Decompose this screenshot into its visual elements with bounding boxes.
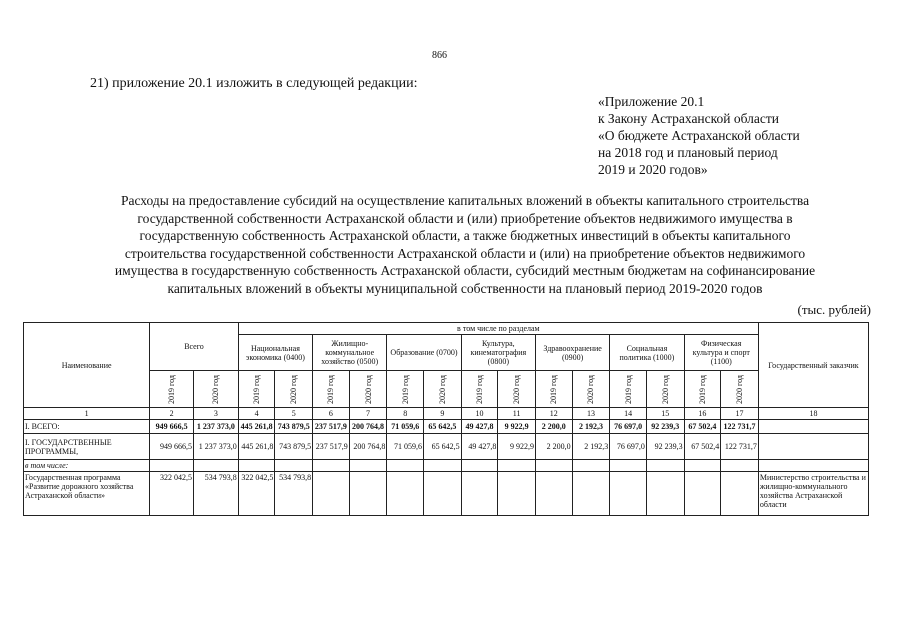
value-cell <box>238 460 275 472</box>
value-cell <box>572 472 610 516</box>
title-line: капитальных вложений в объекты муниципальной собственности на плановый период 2019-2020 годов <box>167 280 763 296</box>
value-cell: 534 793,8 <box>275 472 313 516</box>
customer-cell <box>758 420 868 434</box>
value-cell: 1 237 373,0 <box>194 420 239 434</box>
value-cell: 122 731,7 <box>721 420 759 434</box>
value-cell <box>424 460 462 472</box>
value-cell <box>349 472 387 516</box>
table-row <box>24 434 869 460</box>
column-number: 4 <box>238 408 275 420</box>
title-line: государственную собственность Астраханской области, а также бюджетных инвестиций в объекты капитального <box>139 228 791 244</box>
section-header: Жилищно-коммунальное хозяйство (0500) <box>313 335 387 371</box>
value-cell <box>461 460 498 472</box>
year-label: 2020 год <box>660 374 670 404</box>
column-number: 6 <box>313 408 350 420</box>
year-label: 2019 год <box>326 374 336 404</box>
column-number: 5 <box>275 408 313 420</box>
year-label: 2019 год <box>252 374 262 404</box>
appendix-line: «Приложение 20.1 <box>598 94 705 109</box>
value-cell <box>313 472 350 516</box>
section-header: Физическая культура и спорт (1100) <box>684 335 758 371</box>
year-header <box>610 371 647 408</box>
value-cell <box>684 460 721 472</box>
column-number: 1 <box>24 408 150 420</box>
column-number: 14 <box>610 408 647 420</box>
year-label: 2020 год <box>512 374 522 404</box>
value-cell: 2 200,0 <box>535 434 572 460</box>
year-label: 2019 год <box>400 374 410 404</box>
appendix-header <box>598 93 800 178</box>
name-header: Наименование <box>24 323 150 408</box>
units-label: (тыс. рублей) <box>797 302 871 317</box>
section-header: Национальная экономика (0400) <box>238 335 312 371</box>
value-cell <box>535 472 572 516</box>
section-header: Социальная политика (1000) <box>610 335 684 371</box>
document-title <box>60 192 870 298</box>
appendix-line: к Закону Астраханской области <box>598 111 780 126</box>
row-name: I. ГОСУДАРСТВЕННЫЕ ПРОГРАММЫ, <box>24 434 150 460</box>
section-header: Здравоохранение (0900) <box>535 335 609 371</box>
value-cell: 200 764,8 <box>349 420 387 434</box>
column-number: 10 <box>461 408 498 420</box>
value-cell <box>313 460 350 472</box>
value-cell: 49 427,8 <box>461 434 498 460</box>
column-number: 7 <box>349 408 387 420</box>
title-line: государственной собственности Астраханской области и (или) приобретение объектов недвижимого имущества в <box>137 210 793 226</box>
year-label: 2019 год <box>474 374 484 404</box>
year-label: 2020 год <box>586 374 596 404</box>
year-label: 2019 год <box>167 374 177 404</box>
column-number: 9 <box>424 408 462 420</box>
value-cell: 92 239,3 <box>646 420 684 434</box>
year-header <box>461 371 498 408</box>
column-number: 3 <box>194 408 239 420</box>
value-cell <box>349 460 387 472</box>
year-label: 2020 год <box>363 374 373 404</box>
table-row <box>24 460 869 472</box>
year-label: 2020 год <box>289 374 299 404</box>
year-header <box>684 371 721 408</box>
value-cell: 9 922,9 <box>498 434 536 460</box>
customer-cell: Министерство строительства и жилищно-коммунального хозяйства Астраханской области <box>758 472 868 516</box>
section-header: Культура, кинематография (0800) <box>461 335 535 371</box>
value-cell: 949 666,5 <box>150 434 194 460</box>
value-cell: 122 731,7 <box>721 434 759 460</box>
value-cell: 2 200,0 <box>535 420 572 434</box>
column-number: 15 <box>646 408 684 420</box>
column-number: 18 <box>758 408 868 420</box>
intro-line: 21) приложение 20.1 изложить в следующей редакции: <box>90 76 418 91</box>
value-cell: 67 502,4 <box>684 434 721 460</box>
value-cell <box>721 472 759 516</box>
value-cell: 322 042,5 <box>238 472 275 516</box>
row-name: Государственная программа «Развитие дорожного хозяйства Астраханской области» <box>24 472 150 516</box>
budget-table <box>23 322 869 516</box>
column-number: 11 <box>498 408 536 420</box>
year-header <box>313 371 350 408</box>
section-header: Образование (0700) <box>387 335 461 371</box>
year-header <box>535 371 572 408</box>
value-cell <box>194 460 239 472</box>
value-cell: 445 261,8 <box>238 420 275 434</box>
year-header <box>349 371 387 408</box>
year-header <box>721 371 759 408</box>
value-cell: 237 517,9 <box>313 434 350 460</box>
value-cell: 65 642,5 <box>424 434 462 460</box>
column-number: 2 <box>150 408 194 420</box>
year-header <box>194 371 239 408</box>
value-cell: 49 427,8 <box>461 420 498 434</box>
value-cell <box>535 460 572 472</box>
customer-header: Государственный заказчик <box>758 323 868 408</box>
value-cell <box>387 460 424 472</box>
value-cell: 200 764,8 <box>349 434 387 460</box>
year-header <box>646 371 684 408</box>
year-label: 2020 год <box>437 374 447 404</box>
total-header: Всего <box>150 323 239 371</box>
value-cell <box>461 472 498 516</box>
value-cell: 322 042,5 <box>150 472 194 516</box>
value-cell: 76 697,0 <box>610 420 647 434</box>
year-header <box>387 371 424 408</box>
value-cell <box>721 460 759 472</box>
year-header <box>238 371 275 408</box>
year-header <box>150 371 194 408</box>
value-cell <box>498 472 536 516</box>
page-number: 866 <box>432 50 447 61</box>
value-cell: 1 237 373,0 <box>194 434 239 460</box>
sections-header: в том числе по разделам <box>238 323 758 335</box>
value-cell <box>646 472 684 516</box>
value-cell <box>610 472 647 516</box>
value-cell: 534 793,8 <box>194 472 239 516</box>
appendix-line: на 2018 год и плановый период <box>598 145 778 160</box>
value-cell <box>424 472 462 516</box>
value-cell: 71 059,6 <box>387 420 424 434</box>
value-cell <box>572 460 610 472</box>
row-name: в том числе: <box>24 460 150 472</box>
year-label: 2020 год <box>211 374 221 404</box>
value-cell <box>150 460 194 472</box>
title-line: имущества в государственную собственность Астраханской области, субсидий местным бюджетам на софинансирование <box>114 263 816 279</box>
year-label: 2019 год <box>697 374 707 404</box>
title-line: Расходы на предоставление субсидий на осуществление капитальных вложений в объекты капитального строительства <box>120 193 810 208</box>
value-cell <box>610 460 647 472</box>
table-row <box>24 472 869 516</box>
value-cell: 2 192,3 <box>572 420 610 434</box>
column-number: 12 <box>535 408 572 420</box>
value-cell: 65 642,5 <box>424 420 462 434</box>
column-number: 13 <box>572 408 610 420</box>
value-cell <box>387 472 424 516</box>
value-cell: 92 239,3 <box>646 434 684 460</box>
title-line: строительства государственной собственности Астраханской области и (или) на приобретение объектов недвижимого <box>124 245 806 261</box>
value-cell <box>275 460 313 472</box>
year-header <box>275 371 313 408</box>
year-header <box>424 371 462 408</box>
value-cell: 2 192,3 <box>572 434 610 460</box>
value-cell: 743 879,5 <box>275 420 313 434</box>
year-header <box>498 371 536 408</box>
customer-cell <box>758 460 868 472</box>
value-cell: 237 517,9 <box>313 420 350 434</box>
row-name: I. ВСЕГО: <box>24 420 150 434</box>
value-cell: 949 666,5 <box>150 420 194 434</box>
year-label: 2020 год <box>735 374 745 404</box>
appendix-line: «О бюджете Астраханской области <box>598 128 800 143</box>
value-cell: 743 879,5 <box>275 434 313 460</box>
column-number: 8 <box>387 408 424 420</box>
value-cell: 76 697,0 <box>610 434 647 460</box>
value-cell: 71 059,6 <box>387 434 424 460</box>
value-cell: 9 922,9 <box>498 420 536 434</box>
value-cell: 67 502,4 <box>684 420 721 434</box>
table-row <box>24 420 869 434</box>
year-label: 2019 год <box>549 374 559 404</box>
value-cell <box>646 460 684 472</box>
customer-cell <box>758 434 868 460</box>
value-cell <box>498 460 536 472</box>
appendix-line: 2019 и 2020 годов» <box>598 162 708 177</box>
year-header <box>572 371 610 408</box>
value-cell <box>684 472 721 516</box>
column-number: 17 <box>721 408 759 420</box>
value-cell: 445 261,8 <box>238 434 275 460</box>
year-label: 2019 год <box>623 374 633 404</box>
column-number: 16 <box>684 408 721 420</box>
